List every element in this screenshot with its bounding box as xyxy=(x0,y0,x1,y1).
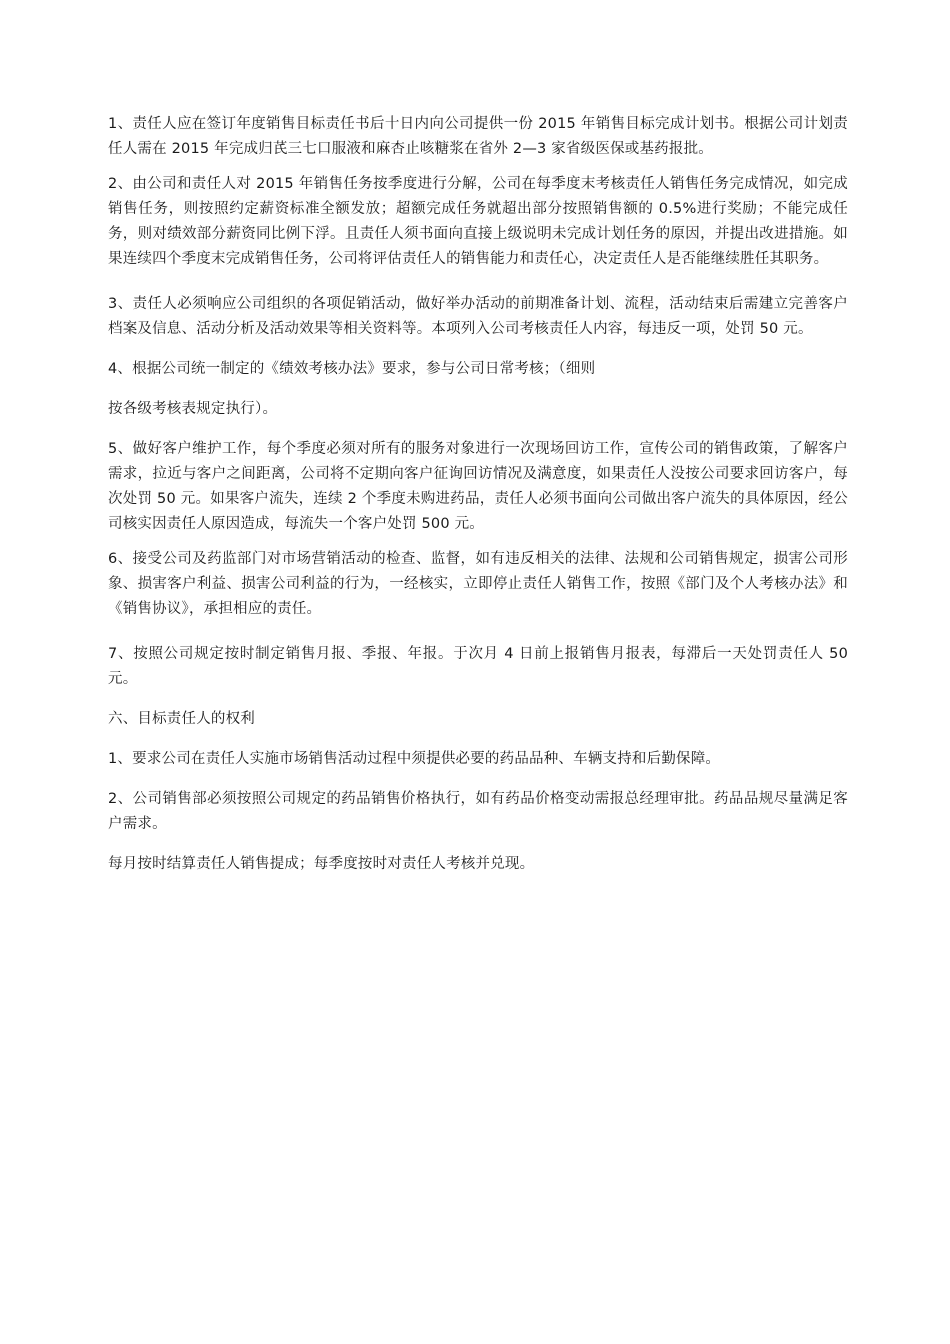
document-page xyxy=(108,112,848,877)
paragraph-performance-rules-cont: 按各级考核表规定执行）。 xyxy=(108,401,278,417)
paragraph-target-plan: 1、责任人应在签订年度销售目标责任书后十日内向公司提供一份 2015 年销售目标完成计划书。根据公司计划责任人需在 2015 年完成归芪三七口服液和麻杏止咳糖浆在省外 2—3 家省级医保或基药报批。 xyxy=(108,116,848,157)
paragraph-supervision: 6、接受公司及药监部门对市场营销活动的检查、监督，如有违反相关的法律、法规和公司销售规定，损害公司形象、损害客户利益、损害公司利益的行为，一经核实，立即停止责任人销售工作，按照《部门及个人考核办法》和《销售协议》，承担相应的责任。 xyxy=(108,551,848,617)
paragraph-sales-reports: 7、按照公司规定按时制定销售月报、季报、年报。于次月 4 日前上报销售月报表，每滞后一天处罚责任人 50 元。 xyxy=(108,646,848,687)
paragraph-right-support: 1、要求公司在责任人实施市场销售活动过程中须提供必要的药品品种、车辆支持和后勤保障。 xyxy=(108,751,721,767)
paragraph-performance-rules: 4、根据公司统一制定的《绩效考核办法》要求，参与公司日常考核；（细则 xyxy=(108,361,596,377)
paragraph-customer-maintenance: 5、做好客户维护工作，每个季度必须对所有的服务对象进行一次现场回访工作，宣传公司的销售政策，了解客户需求，拉近与客户之间距离，公司将不定期向客户征询回访情况及满意度，如果责任人没按公司要求回访客户，每次处罚 50 元。如果客户流失，连续 2 个季度未购进药品，责任人必须书面向公司做出客户流失的具体原因，经公司核实因责任人原因造成，每流失一个客户处罚 500 元。 xyxy=(108,441,848,532)
paragraph-right-pricing: 2、公司销售部必须按照公司规定的药品销售价格执行，如有药品价格变动需报总经理审批。药品品规尽量满足客户需求。 xyxy=(108,791,848,832)
paragraph-promotion-activities: 3、责任人必须响应公司组织的各项促销活动，做好举办活动的前期准备计划、流程，活动结束后需建立完善客户档案及信息、活动分析及活动效果等相关资料等。本项列入公司考核责任人内容，每违反一项，处罚 50 元。 xyxy=(108,296,848,337)
paragraph-task-assessment: 2、由公司和责任人对 2015 年销售任务按季度进行分解，公司在每季度末考核责任人销售任务完成情况，如完成销售任务，则按照约定薪资标准全额发放；超额完成任务就超出部分按照销售额的 0.5%进行奖励；不能完成任务，则对绩效部分薪资同比例下浮。且责任人须书面向直接上级说明未完成计划任务的原因，并提出改进措施。如果连续四个季度末完成销售任务，公司将评估责任人的销售能力和责任心，决定责任人是否能继续胜任其职务。 xyxy=(108,176,848,267)
paragraph-right-commission: 每月按时结算责任人销售提成；每季度按时对责任人考核并兑现。 xyxy=(108,856,535,872)
section-heading-rights: 六、目标责任人的权利 xyxy=(108,711,255,727)
